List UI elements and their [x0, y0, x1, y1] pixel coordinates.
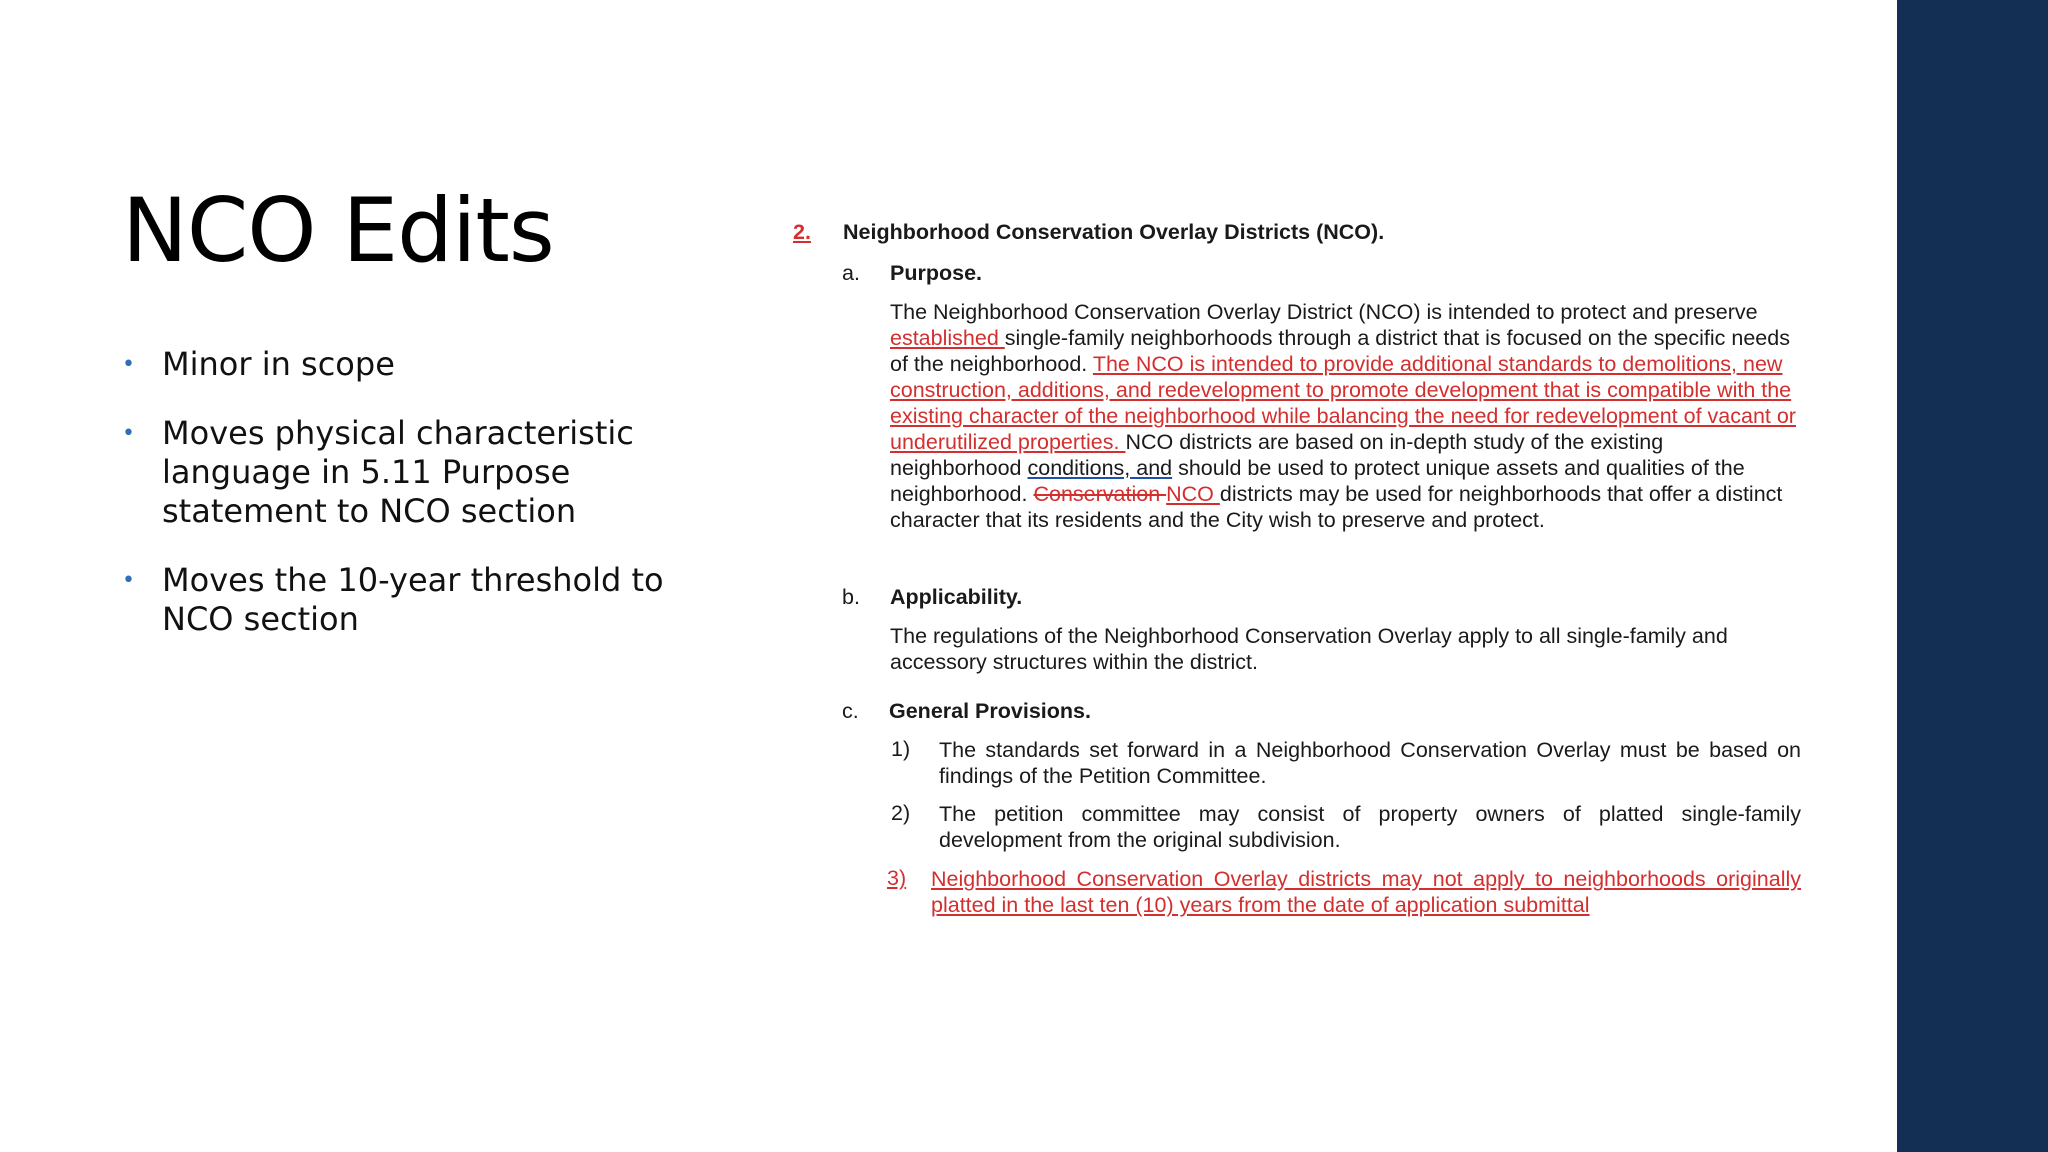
purpose-paragraph: [890, 299, 1800, 533]
provision-marker: 3): [887, 866, 907, 890]
applicability-paragraph: The regulations of the Neighborhood Conservation Overlay apply to all single-family and accessory structures within the district.: [890, 624, 1728, 674]
bullet-dot-icon: •: [122, 352, 135, 377]
provision-marker: 1): [891, 737, 911, 761]
purpose-text: The Neighborhood Conservation Overlay District (NCO) is intended to protect and preserve: [890, 300, 1758, 324]
inserted-text: NCO: [1166, 482, 1220, 506]
bullet-item: [122, 414, 682, 531]
bullet-dot-icon: •: [122, 568, 135, 593]
bullet-text: Moves the 10-year threshold to NCO section: [162, 561, 664, 638]
purpose-text: districts may be used for neighborhoods that offer a distinct character that its residents and the City wish to preserve and protect.: [890, 482, 1783, 532]
provision-text: The petition committee may consist of property owners of platted single-family development from the original subdivision.: [939, 802, 1801, 852]
general-provisions-heading: General Provisions.: [889, 699, 1091, 723]
section-number: 2.: [793, 220, 811, 244]
section-heading: [793, 220, 1384, 245]
deleted-text: Conservation: [1033, 482, 1167, 506]
bullet-text: Minor in scope: [162, 345, 395, 383]
bullet-item: [122, 345, 682, 384]
inserted-text: The NCO is intended to provide additional standards to demolitions, new construction, additions, and redevelopment to promote development that is compatible with the existing character of the neighborhood while balancing the need for redevelopment of vacant or underutilized properties.: [890, 352, 1796, 454]
provision-text: The standards set forward in a Neighborhood Conservation Overlay must be based on findings of the Petition Committee.: [939, 738, 1801, 788]
purpose-text: single-family neighborhoods through a district that is focused on the specific needs of the neighborhood.: [890, 326, 1790, 376]
purpose-heading: Purpose.: [890, 261, 982, 285]
subsection-marker-a: a.: [842, 261, 860, 285]
sidebar-accent-bar: [1897, 0, 2048, 1152]
provision-text-inserted: Neighborhood Conservation Overlay districts may not apply to neighborhoods originally platted in the last ten (10) years from the date of application submittal: [931, 867, 1801, 917]
applicability-heading: Applicability.: [890, 585, 1023, 609]
bullet-list: [122, 345, 682, 669]
subsection-marker-c: c.: [842, 699, 859, 723]
bullet-dot-icon: •: [122, 421, 135, 446]
provision-marker: 2): [891, 801, 911, 825]
bullet-text: Moves physical characteristic language in 5.11 Purpose statement to NCO section: [162, 414, 634, 530]
slide-title: NCO Edits: [122, 179, 554, 282]
subsection-marker-b: b.: [842, 585, 860, 609]
purpose-text: NCO districts are based on in-depth study of the existing neighborhood: [890, 430, 1664, 480]
purpose-text: should be used to protect unique assets and qualities of the neighborhood.: [890, 456, 1745, 506]
document-excerpt: [788, 214, 1808, 944]
changed-text: conditions, and: [1027, 456, 1173, 480]
section-title: Neighborhood Conservation Overlay Districts (NCO).: [843, 220, 1385, 244]
bullet-item: [122, 561, 682, 639]
inserted-text: established: [890, 326, 1005, 350]
